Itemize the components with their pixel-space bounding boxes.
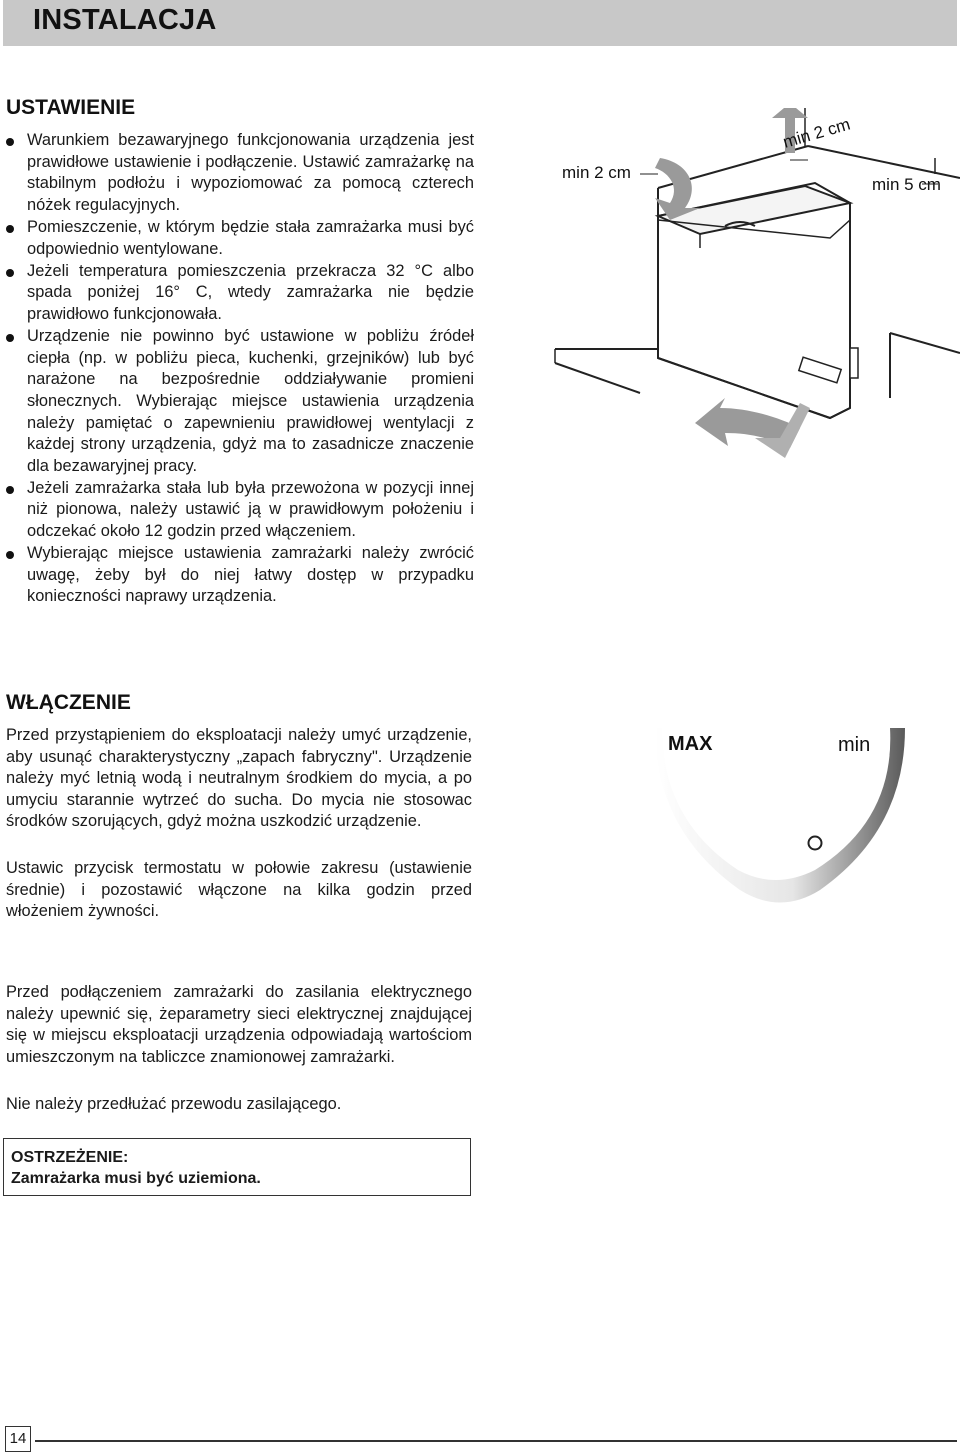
power-paragraph: Przed podłączeniem zamrażarki do zasilania elektrycznego należy upewnić się, żeparametry sieci elektrycznej znajdującej się w miejscu eksploatacji urządzenia odpowiadają wartościom umieszczonym na tabliczce znamionowej zamrażarki. <box>6 983 472 1066</box>
cleaning-paragraph: Przed przystąpieniem do eksploatacji należy umyć urządzenie, aby usunąć charakterystyczny „zapach fabryczny". Urządzenie należy myć letnią wodą i neutralnym środkiem do mycia, a po umyciu starannie wytrzeć do sucha. Do mycia nie stosowac środków szorujących, gdyż można uszkodzić urządzenie. <box>6 726 472 831</box>
list-item: Wybierając miejsce ustawienia zamrażarki należy zwrócić uwagę, żeby był do niej łatwy dostęp w przypadku konieczności naprawy urządzenia. <box>6 543 474 608</box>
dial-min-label: min <box>838 734 871 756</box>
page-number: 14 <box>5 1426 31 1452</box>
page-header <box>3 0 957 46</box>
warning-title: OSTRZEŻENIE: <box>11 1149 129 1166</box>
list-item: Jeżeli zamrażarka stała lub była przewożona w pozycji innej niż pionowa, należy ustawić ją w prawidłowym położeniu i odczekać około 12 godzin przed włączeniem. <box>6 478 474 543</box>
clearance-right-label: min 5 cm <box>872 175 941 194</box>
clearance-top-label: min 2 cm <box>780 114 853 152</box>
list-item: Jeżeli temperatura pomieszczenia przekracza 32 °C albo spada poniżej 16° C, wtedy zamrażarka nie będzie prawidłowo funkcjonowała. <box>6 261 474 326</box>
list-item: Pomieszczenie, w którym będzie stała zamrażarka musi być odpowiednio wentylowane. <box>6 217 474 260</box>
page-title: INSTALACJA <box>33 4 217 36</box>
dial-max-label: MAX <box>668 733 713 755</box>
footer-rule <box>35 1440 957 1442</box>
warning-text: Zamrażarka musi być uziemiona. <box>11 1170 261 1187</box>
warning-box <box>3 1138 471 1196</box>
setup-heading: USTAWIENIE <box>6 96 136 119</box>
clearance-left-label: min 2 cm <box>562 163 631 182</box>
setup-bullet-list <box>6 130 474 609</box>
extension-cord-paragraph: Nie należy przedłużać przewodu zasilającego. <box>6 1095 342 1113</box>
list-item: Warunkiem bezawaryjnego funkcjonowania urządzenia jest prawidłowe ustawienie i podłączenie. Ustawić zamrażarkę na stabilnym podłożu i wypoziomować za pomocą czterech nóżek regulacyjnych. <box>6 130 474 216</box>
thermostat-dial-illustration <box>650 720 910 910</box>
clearance-illustration <box>550 108 960 468</box>
thermostat-paragraph: Ustawic przycisk termostatu w połowie zakresu (ustawienie średnie) i pozostawić włączone na kilka godzin przed włożeniem żywności. <box>6 859 472 921</box>
list-item: Urządzenie nie powinno być ustawione w pobliżu źródeł ciepła (np. w pobliżu pieca, kuchenki, grzejników) lub być narażone na bezpośrednie oddziaływanie promieni słonecznych. Wybierając miejsce ustawienia urządzenia należy pamiętać o zapewnieniu prawidłowej wentylacji z każdej strony urządzenia, gdyż ma to zasadnicze znaczenie dla bezawaryjnej pracy. <box>6 326 474 477</box>
switch-on-heading: WŁĄCZENIE <box>6 691 131 714</box>
